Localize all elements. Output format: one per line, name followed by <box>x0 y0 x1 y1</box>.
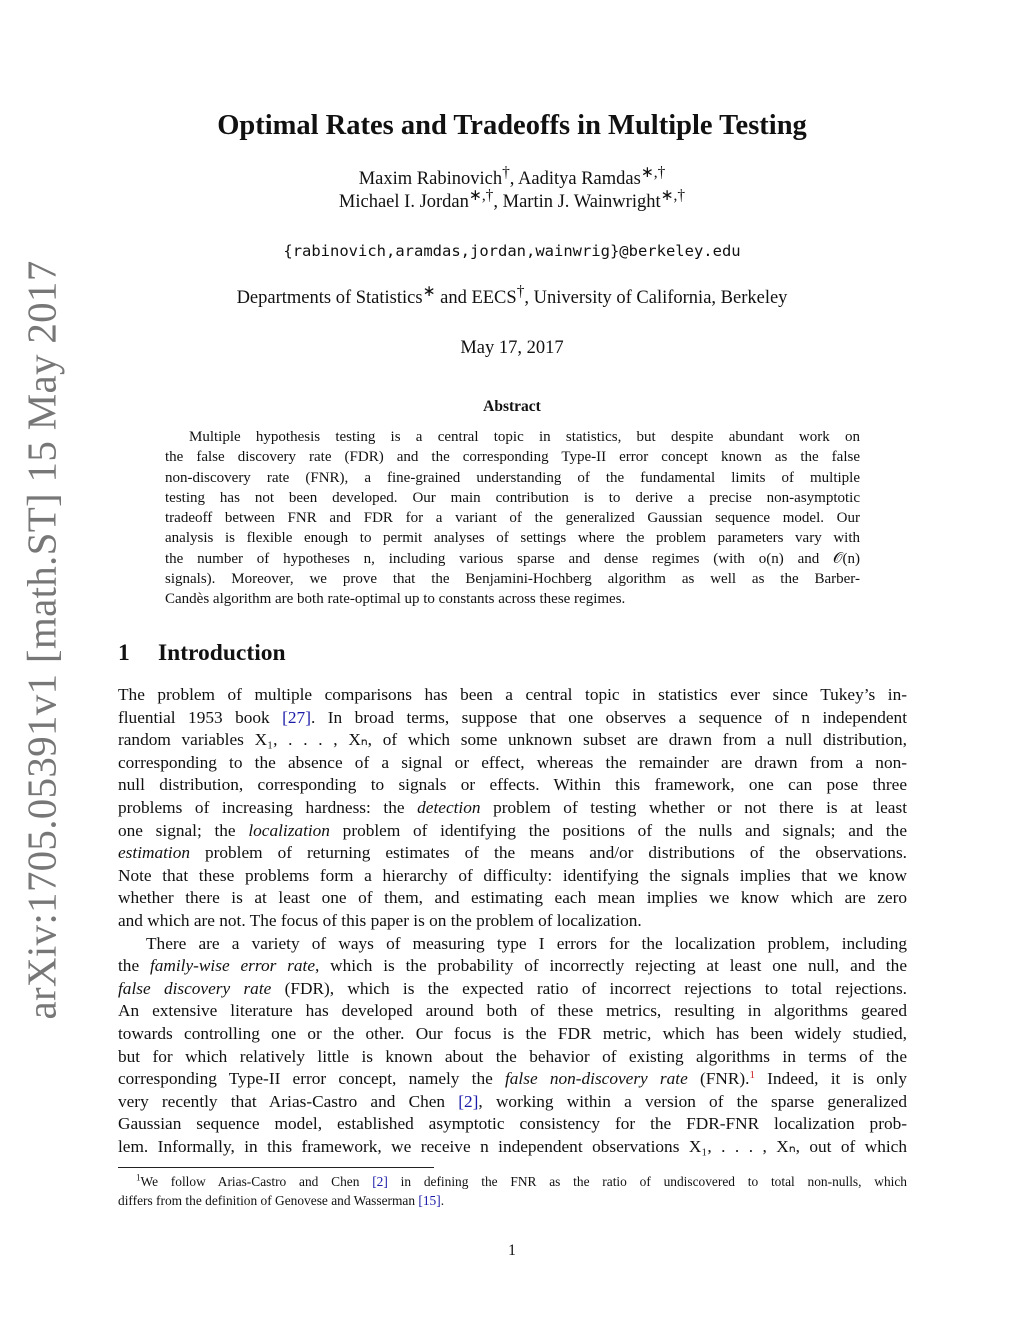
body-line <box>118 842 907 865</box>
abstract-line: the number of hypotheses n, including various sparse and dense regimes (with o(n) and 𝒪(n) <box>165 550 860 567</box>
text-run: . In broad terms, suppose that one observes a sequence of n independent <box>310 707 907 727</box>
affiliation-part: and EECS <box>435 288 517 308</box>
body-line <box>118 1068 907 1091</box>
author-mark: ∗,† <box>468 186 494 204</box>
authors-line-2 <box>0 186 1024 213</box>
body-line <box>118 797 907 820</box>
author-separator: , <box>509 169 519 189</box>
body-line: An extensive literature has developed around both of these metrics, resulting in algorithms geared <box>118 1001 907 1021</box>
affiliation-mark: ∗ <box>422 282 436 300</box>
text-run: problem of returning estimates of the means and/or distributions of the observations. <box>190 843 907 863</box>
citation-link[interactable]: [15] <box>418 1192 441 1208</box>
emphasis: estimation <box>118 843 191 863</box>
author-emails: {rabinovich,aramdas,jordan,wainwrig}@berkeley.edu <box>283 242 741 260</box>
body-line: but for which relatively little is known about the behavior of existing algorithms in terms of the <box>118 1046 907 1066</box>
text-run: , working within a version of the sparse generalized <box>478 1091 907 1111</box>
abstract-line: Candès algorithm are both rate-optimal up to constants across these regimes. <box>165 591 626 608</box>
citation-link[interactable]: [2] <box>372 1174 388 1189</box>
body-line <box>118 1091 907 1114</box>
text-run: problem of identifying the positions of the nulls and signals; and the <box>329 820 907 840</box>
author-separator: , <box>493 192 503 212</box>
body-line: and which are not. The focus of this paper is on the problem of localization. <box>118 910 642 930</box>
author-name: Michael I. Jordan <box>338 192 469 212</box>
footnote-marker-link[interactable]: 1 <box>749 1069 755 1082</box>
author-name: Martin J. Wainwright <box>502 192 661 212</box>
body-line: lem. Informally, in this framework, we receive n independent observations X₁, . . . , Xₙ, out of which <box>118 1136 907 1156</box>
footnote-divider <box>118 1167 434 1168</box>
text-run: problems of increasing hardness: the <box>118 797 418 817</box>
citation-link[interactable]: [2] <box>458 1091 479 1111</box>
author-name: Maxim Rabinovich <box>358 169 503 189</box>
abstract-line: testing has not been developed. Our main contribution is to derive a precise non-asymptotic <box>165 489 860 506</box>
text-run: differs from the definition of Genovese and Wasserman <box>118 1192 419 1208</box>
abstract-line: signals). Moreover, we prove that the Benjamini-Hochberg algorithm as well as the Barber- <box>165 571 860 588</box>
abstract-line: analysis is flexible enough to permit analyses of settings where the problem parameters vary with <box>165 530 860 547</box>
body-line: null distribution, corresponding to signals or effects. Within this framework, one can pose three <box>118 775 907 795</box>
section-title: Introduction <box>158 640 286 666</box>
authors-line-1 <box>0 163 1024 190</box>
text-run: one signal; the <box>118 820 249 840</box>
text-run: (FNR). <box>687 1069 750 1089</box>
paper-title: Optimal Rates and Tradeoffs in Multiple Testing <box>217 110 807 141</box>
footnote-line <box>118 1173 907 1192</box>
affiliation-part: , University of California, Berkeley <box>524 288 788 308</box>
section-heading <box>118 640 286 667</box>
footnote-mark: 1 <box>136 1172 141 1183</box>
author-mark: † <box>502 163 510 181</box>
body-line: whether there is at least one of them, and estimating each mean implies we know which are zero <box>118 888 907 908</box>
body-text <box>118 684 907 1158</box>
paper-date: May 17, 2017 <box>460 338 564 358</box>
author-mark: ∗,† <box>660 186 686 204</box>
body-line <box>118 978 907 1001</box>
section-number: 1 <box>118 640 130 666</box>
body-line: There are a variety of ways of measuring type I errors for the localization problem, including <box>146 933 907 953</box>
body-line: Note that these problems form a hierarchy of difficulty: identifying the signals implies that we know <box>118 865 907 885</box>
text-run: corresponding Type-II error concept, namely the <box>118 1069 505 1089</box>
emphasis: false non-discovery rate <box>504 1069 688 1089</box>
emphasis: false discovery rate <box>118 978 272 998</box>
body-line <box>118 707 907 730</box>
footnote-line <box>118 1192 907 1211</box>
abstract-line: Multiple hypothesis testing is a central topic in statistics, but despite abundant work on <box>189 429 860 445</box>
affiliation-mark: † <box>516 282 525 300</box>
citation-link[interactable]: [27] <box>282 707 311 727</box>
page-number: 1 <box>508 1242 516 1259</box>
text-run: problem of testing whether or not there is at least <box>480 797 907 817</box>
text-run: We follow Arias-Castro and Chen <box>140 1174 373 1189</box>
body-line <box>118 820 907 843</box>
text-run: the <box>118 956 150 976</box>
author-name: Aaditya Ramdas <box>518 169 641 189</box>
abstract-body <box>165 427 860 610</box>
arxiv-identifier-text: arXiv:1705.05391v1 [math.ST] 15 May 2017 <box>19 260 65 1020</box>
emphasis: localization <box>248 820 330 840</box>
affiliation <box>0 282 1024 309</box>
abstract-line: tradeoff between FNR and FDR for a variant of the generalized Gaussian sequence model. Our <box>165 510 860 527</box>
author-mark: ∗,† <box>640 163 666 181</box>
emphasis: detection <box>417 797 481 817</box>
footnote <box>118 1173 907 1210</box>
emphasis: family-wise error rate <box>149 956 315 976</box>
arxiv-identifier <box>6 260 78 1020</box>
text-run: in defining the FNR as the ratio of undiscovered to total non-nulls, which <box>387 1174 907 1189</box>
affiliation-part: Departments of Statistics <box>236 288 423 308</box>
body-line: corresponding to the absence of a signal or effect, whereas the remainder are drawn from a non- <box>118 752 907 772</box>
text-run: very recently that Arias-Castro and Chen <box>118 1091 459 1111</box>
body-line: Gaussian sequence model, established asymptotic consistency for the FDR-FNR localization prob- <box>118 1114 907 1134</box>
abstract-line: non-discovery rate (FNR), a fine-grained understanding of the fundamental limits of multiple <box>165 469 860 486</box>
text-run: fluential 1953 book <box>118 707 283 727</box>
abstract-heading: Abstract <box>483 398 541 415</box>
abstract-line: the false discovery rate (FDR) and the corresponding Type-II error concept known as the false <box>165 449 860 466</box>
body-line: random variables X₁, . . . , Xₙ, of which some unknown subset are drawn from a null distribution, <box>118 730 907 750</box>
body-line: towards controlling one or the other. Our focus is the FDR metric, which has been widely studied, <box>118 1023 907 1043</box>
text-run: (FDR), which is the expected ratio of incorrect rejections to total rejections. <box>271 978 907 998</box>
body-line <box>118 955 907 978</box>
text-run: , which is the probability of incorrectly rejecting at least one null, and the <box>315 956 907 976</box>
text-run: Indeed, it is only <box>754 1069 907 1089</box>
body-line: The problem of multiple comparisons has been a central topic in statistics ever since Tukey’s in- <box>118 685 907 704</box>
text-run: . <box>440 1192 445 1208</box>
